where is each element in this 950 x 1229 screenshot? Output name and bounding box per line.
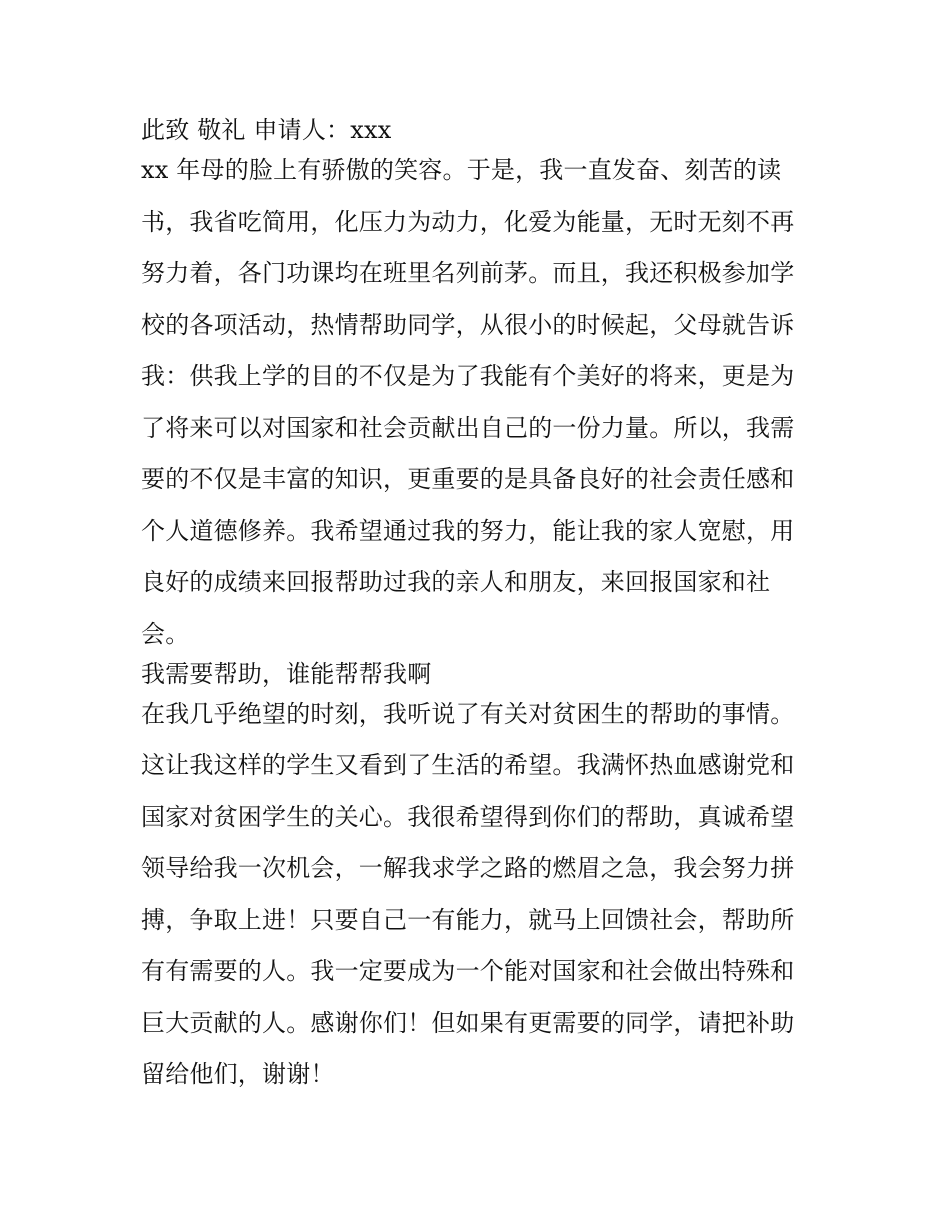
paragraph-line: xx 年母的脸上有骄傲的笑容。于是，我一直发奋、刻苦的读 <box>141 156 782 184</box>
paragraph-line: 我：供我上学的目的不仅是为了我能有个美好的将来，更是为 <box>141 362 795 390</box>
paragraph-line: 有有需要的人。我一定要成为一个能对国家和社会做出特殊和 <box>141 957 795 985</box>
paragraph-line: 书，我省吃简用，化压力为动力，化爱为能量，无时无刻不再 <box>141 207 795 236</box>
paragraph-2 <box>141 697 821 1109</box>
paragraph-1 <box>141 153 821 657</box>
paragraph-line: 这让我这样的学生又看到了生活的希望。我满怀热血感谢党和 <box>141 751 795 779</box>
paragraph-line: 要的不仅是丰富的知识，更重要的是具备良好的社会责任感和 <box>141 465 795 493</box>
paragraph-line: 校的各项活动，热情帮助同学，从很小的时候起，父母就告诉 <box>141 310 795 339</box>
paragraph-line: 领导给我一次机会，一解我求学之路的燃眉之急，我会努力拼 <box>141 854 795 882</box>
paragraph-line: 巨大贡献的人。感谢你们！但如果有更需要的同学，请把补助 <box>141 1008 795 1037</box>
paragraph-line: 在我几乎绝望的时刻，我听说了有关对贫困生的帮助的事情。 <box>141 699 795 728</box>
paragraph-line: 会。 <box>141 619 190 648</box>
paragraph-line: 良好的成绩来回报帮助过我的亲人和朋友，来回报国家和社 <box>141 568 771 596</box>
paragraph-line: 个人道德修养。我希望通过我的努力，能让我的家人宽慰，用 <box>141 516 795 545</box>
paragraph-line: 搏，争取上进！只要自己一有能力，就马上回馈社会，帮助所 <box>141 905 795 934</box>
closing-line: 此致 敬礼 申请人：xxx <box>141 116 392 144</box>
paragraph-line: 留给他们，谢谢！ <box>141 1060 335 1088</box>
document-body <box>141 113 821 1109</box>
paragraph-line: 努力着，各门功课均在班里名列前茅。而且，我还积极参加学 <box>141 259 795 287</box>
paragraph-line: 国家对贫困学生的关心。我很希望得到你们的帮助，真诚希望 <box>141 802 795 831</box>
paragraph-line: 了将来可以对国家和社会贡献出自己的一份力量。所以，我需 <box>141 413 795 442</box>
section-heading: 我需要帮助，谁能帮帮我啊 <box>141 659 432 688</box>
